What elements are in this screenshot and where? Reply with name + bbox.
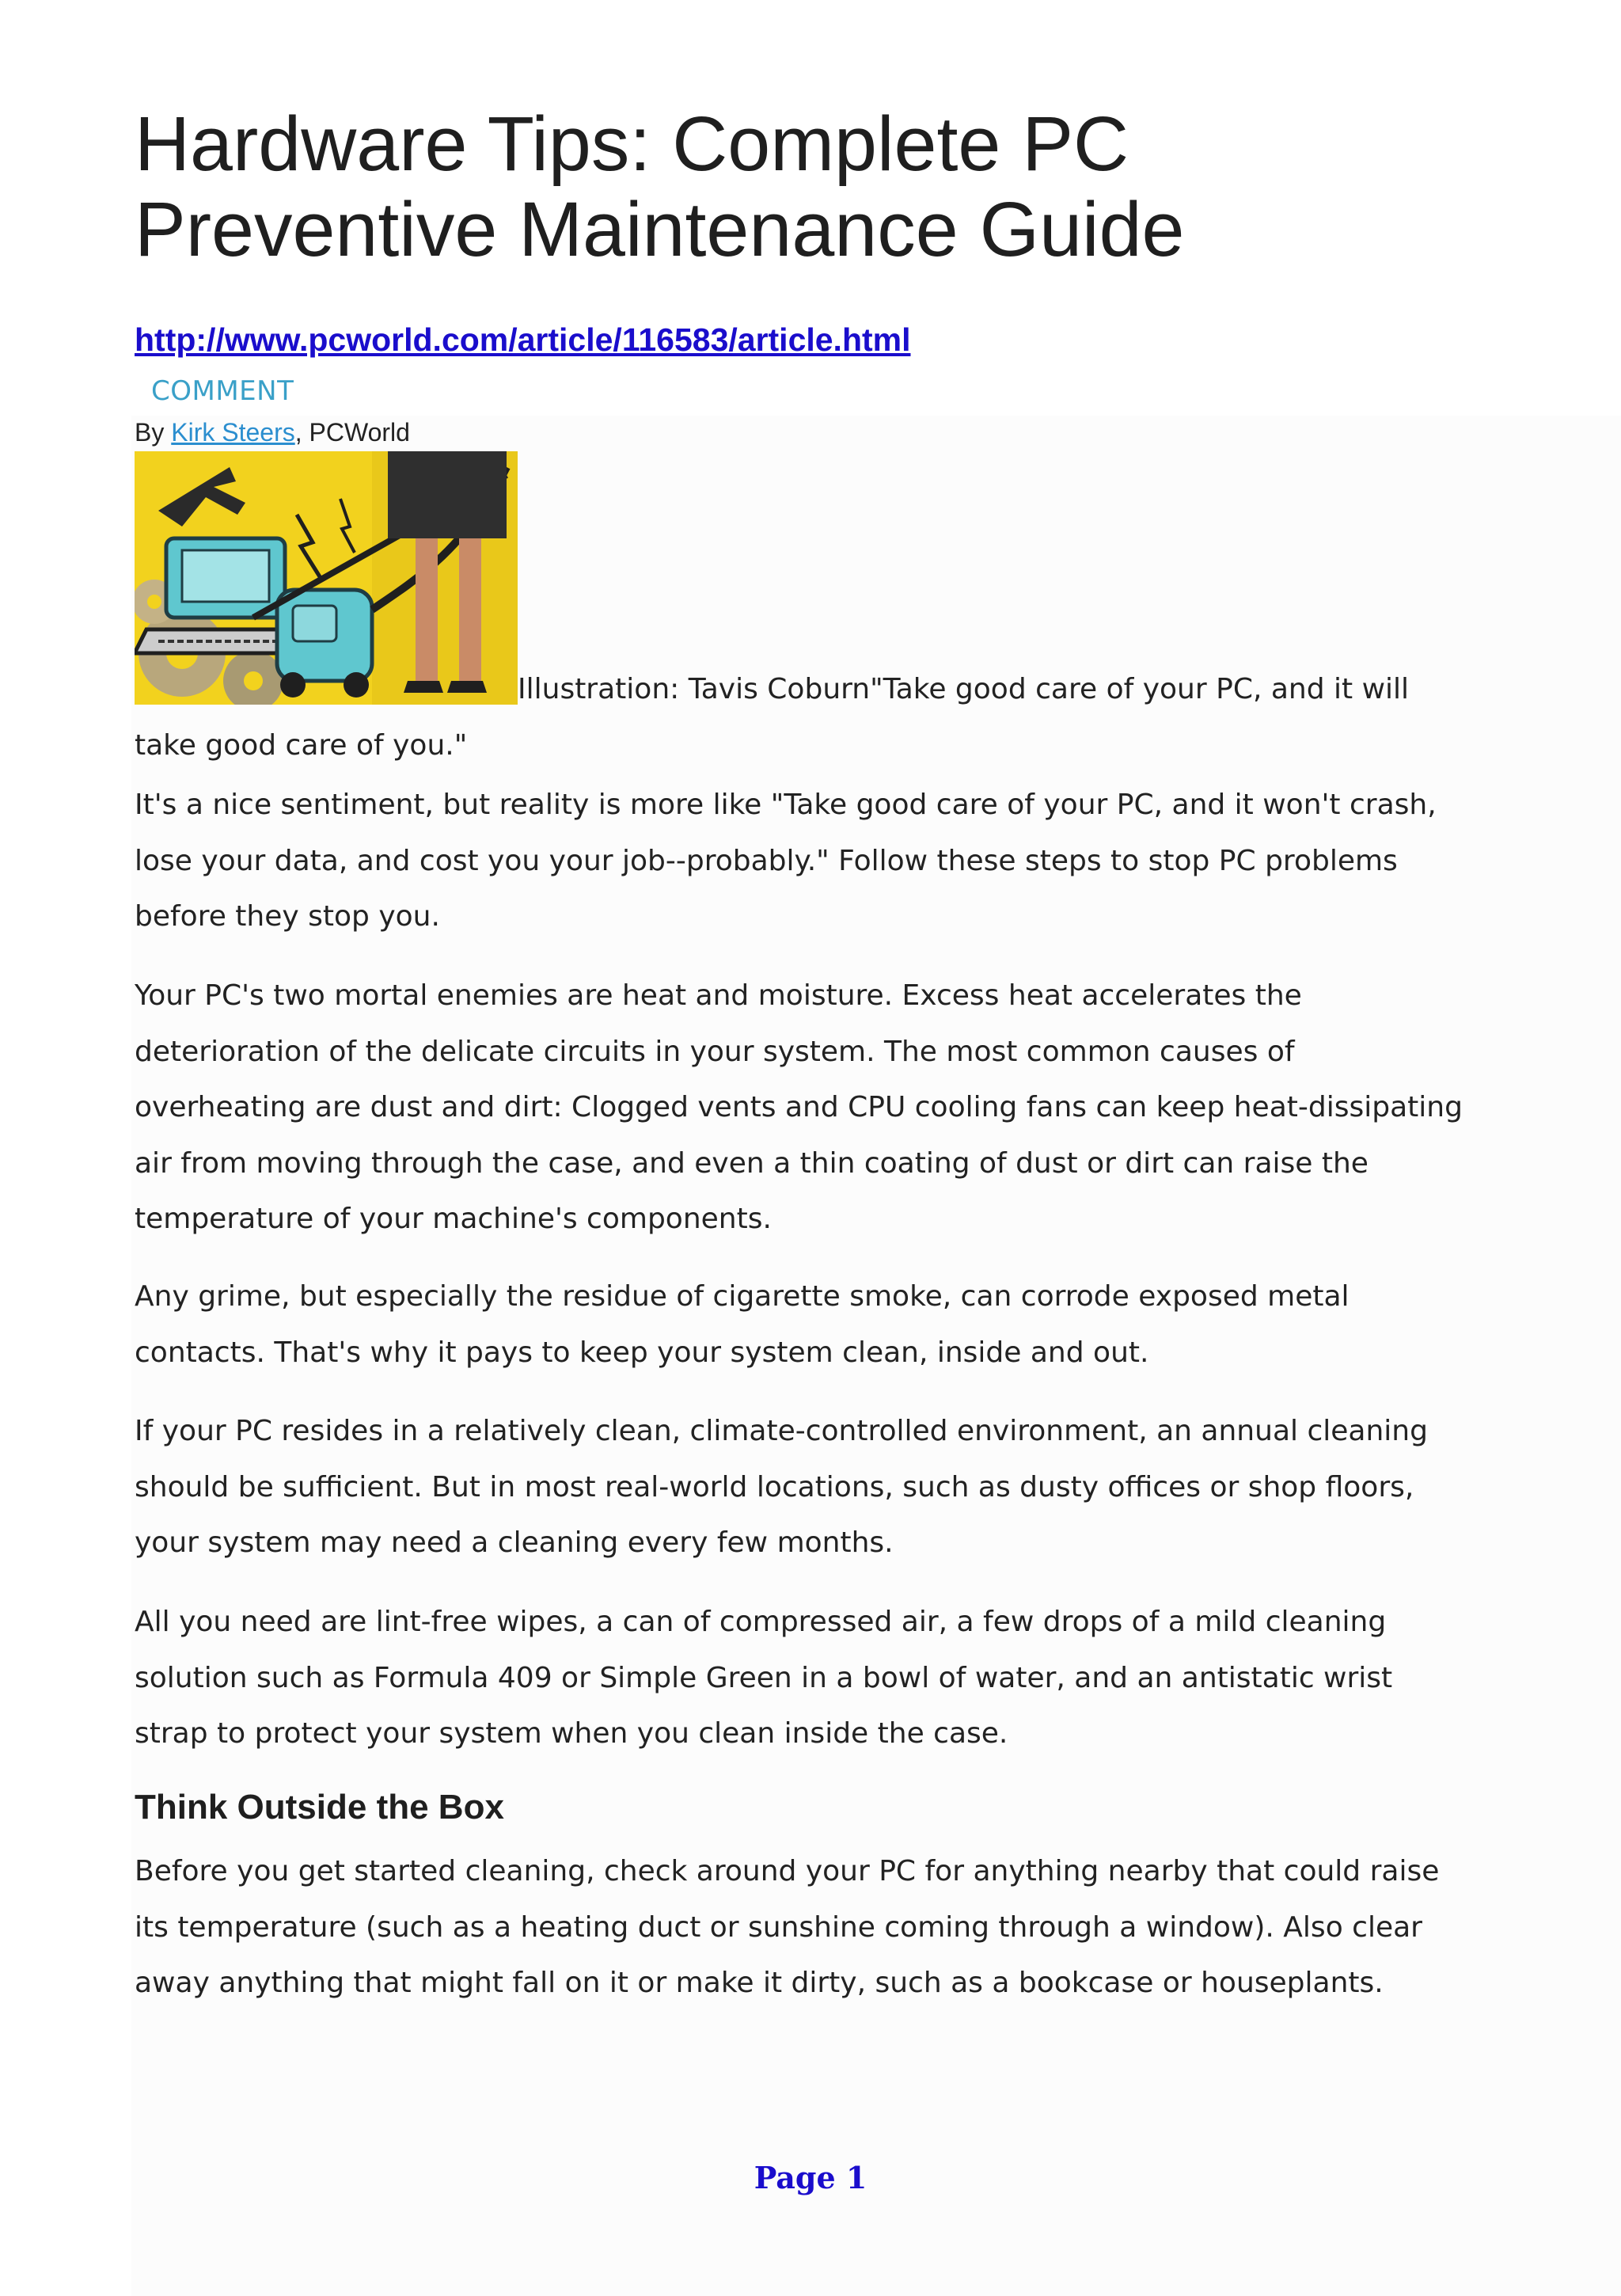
image-caption-continued: take good care of you." (135, 729, 468, 762)
section-heading: Think Outside the Box (135, 1788, 504, 1827)
paragraph-cleaning-frequency: If your PC resides in a relatively clean, climate-controlled environment, an annual cleaning should be sufficient. But in most real-world locations, such as dusty offices or shop floors, your system may need a cleaning every few months. (135, 1415, 1428, 1559)
author-link[interactable]: Kirk Steers (171, 418, 295, 447)
comment-link[interactable]: COMMENT (151, 375, 294, 407)
paragraph-grime: Any grime, but especially the residue of cigarette smoke, can corrode exposed metal contacts. That's why it pays to keep your system clean, inside and out. (135, 1280, 1350, 1369)
byline-prefix: By (135, 418, 172, 447)
paragraph-intro: It's a nice sentiment, but reality is more like "Take good care of your PC, and it won't crash, lose your data, and cost you your job--probably." Follow these steps to stop PC problems before they stop you. (135, 789, 1437, 933)
page-number: Page 1 (754, 2160, 867, 2195)
paragraph-outside-box: Before you get started cleaning, check around your PC for anything nearby that could raise its temperature (such as a heating duct or sunshine coming through a window). Also clear away anything that might fall on it or make it dirty, such as a bookcase or houseplants. (135, 1855, 1440, 1999)
vacuum-cleaning-pc-illustration-icon (135, 451, 518, 705)
paragraph-supplies: All you need are lint-free wipes, a can of compressed air, a few drops of a mild cleaning solution such as Formula 409 or Simple Green in a bowl of water, and an antistatic wrist strap to protect your system when you clean inside the case. (135, 1606, 1393, 1750)
byline-suffix: , PCWorld (294, 418, 410, 447)
byline (135, 418, 410, 447)
page-title: Hardware Tips: Complete PC Preventive Maintenance Guide (135, 101, 1185, 272)
paragraph-heat-moisture: Your PC's two mortal enemies are heat and moisture. Excess heat accelerates the deterioration of the delicate circuits in your system. The most common causes of overheating are dust and dirt: Clogged vents and CPU cooling fans can keep heat-dissipating air from moving through the case, and even a thin coating of dust or dirt can raise the temperature of your machine's components. (135, 979, 1463, 1235)
image-caption: Illustration: Tavis Coburn"Take good care of your PC, and it will (518, 673, 1410, 705)
article-url-link[interactable]: http://www.pcworld.com/article/116583/article.html (135, 321, 911, 358)
